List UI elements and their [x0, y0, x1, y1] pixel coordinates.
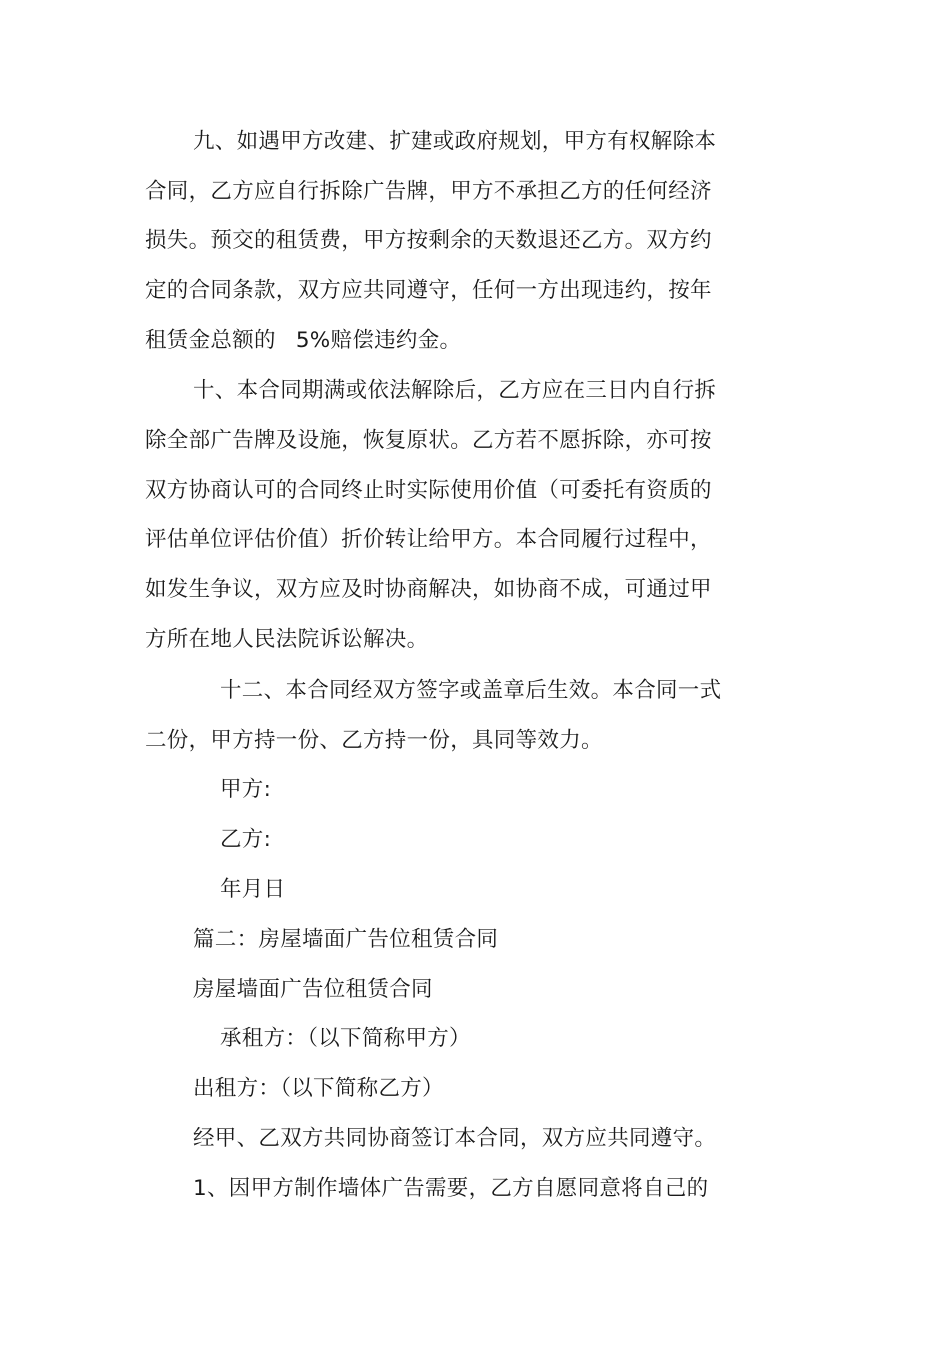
clause-9-line-4: 定的合同条款，双方应共同遵守，任何一方出现违约，按年 [145, 278, 712, 303]
lessee-line: 承租方：（以下简称甲方） [220, 1026, 471, 1051]
clause-9-line-5-suffix: 赔偿违约金。 [330, 328, 462, 353]
signature-party-b: 乙方: [220, 827, 272, 852]
clause-10-line-1: 十、本合同期满或依法解除后，乙方应在三日内自行拆 [193, 378, 717, 403]
clause-9-line-1: 九、如遇甲方改建、扩建或政府规划，甲方有权解除本 [193, 129, 717, 154]
clause-10-line-4: 评估单位评估价值）折价转让给甲方。本合同履行过程中， [145, 527, 712, 552]
part-2-heading: 篇二：房屋墙面广告位租赁合同 [193, 927, 499, 952]
part-2-title: 房屋墙面广告位租赁合同 [193, 977, 433, 1002]
penalty-rate: 5% [295, 328, 331, 353]
clause-10-line-3: 双方协商认可的合同终止时实际使用价值（可委托有资质的 [145, 478, 712, 503]
clause-9-line-2: 合同，乙方应自行拆除广告牌，甲方不承担乙方的任何经济 [145, 179, 712, 204]
intro-line: 经甲、乙双方共同协商签订本合同，双方应共同遵守。 [193, 1126, 717, 1151]
item-1-line: 1、因甲方制作墙体广告需要，乙方自愿同意将自己的 [193, 1176, 709, 1201]
clause-10-line-2: 除全部广告牌及设施，恢复原状。乙方若不愿拆除，亦可按 [145, 428, 712, 453]
clause-9-line-5-prefix: 租赁金总额的 [145, 328, 276, 353]
clause-10-line-5: 如发生争议，双方应及时协商解决，如协商不成，可通过甲 [145, 577, 712, 602]
signature-date: 年月日 [220, 877, 286, 902]
clause-12-line-2: 二份，甲方持一份、乙方持一份，具同等效力。 [145, 728, 603, 753]
clause-12-line-1: 十二、本合同经双方签字或盖章后生效。本合同一式 [220, 678, 722, 703]
clause-10-line-6: 方所在地人民法院诉讼解决。 [145, 627, 429, 652]
signature-party-a: 甲方: [220, 777, 272, 802]
clause-9-line-3: 损失。预交的租赁费，甲方按剩余的天数退还乙方。双方约 [145, 228, 712, 253]
lessor-line: 出租方：（以下简称乙方） [193, 1076, 444, 1101]
clause-9-line-5 [145, 326, 461, 356]
